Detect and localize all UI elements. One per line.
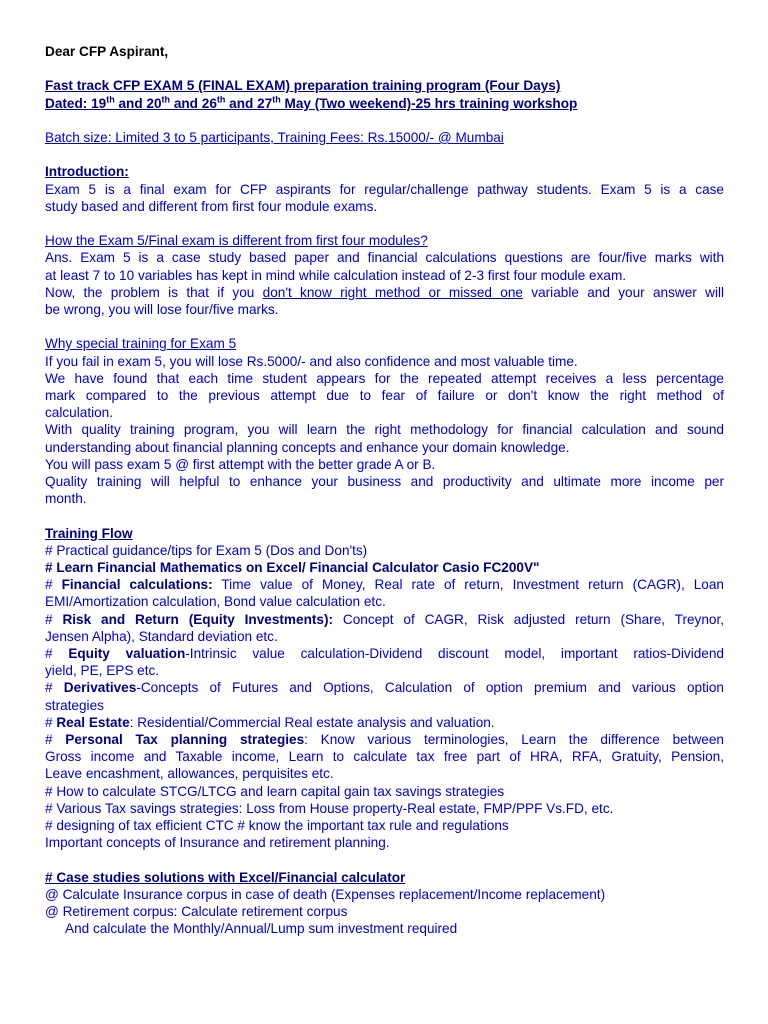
introduction-line: Exam 5 is a final exam for CFP aspirants for regular/challenge pathway students. Exam 5 is a case [45,181,724,197]
why-line: If you fail in exam 5, you will lose Rs.5000/- and also confidence and most valuable time. [45,353,578,369]
flow-item: # Financial calculations: Time value of Money, Real rate of return, Investment return (CAGR), Loan [45,577,724,593]
why-line: You will pass exam 5 @ first attempt with the better grade A or B. [45,456,436,472]
case-studies-heading: # Case studies solutions with Excel/Financial calculator [45,869,406,885]
training-flow-heading: Training Flow [45,525,133,541]
flow-item: # Real Estate: Residential/Commercial Real estate analysis and valuation. [45,714,495,730]
flow-item-continued: Jensen Alpha), Standard deviation etc. [45,628,278,644]
headline-title: Fast track CFP EXAM 5 (FINAL EXAM) preparation training program (Four Days) [45,78,561,94]
why-line: understanding about financial planning concepts and enhance your domain knowledge. [45,439,570,455]
why-line: month. [45,491,87,507]
why-line: We have found that each time student appears for the repeated attempt receives a less percentage [45,370,724,386]
why-line: calculation. [45,405,114,421]
flow-item: # Personal Tax planning strategies: Know various terminologies, Learn the difference between [45,732,724,748]
flow-item: # Practical guidance/tips for Exam 5 (Dos and Don'ts) [45,542,368,558]
difference-line: Ans. Exam 5 is a case study based paper and financial calculations questions are four/five marks with [45,250,724,266]
case-study-indented: And calculate the Monthly/Annual/Lump sum investment required [65,921,458,937]
why-line: With quality training program, you will learn the right methodology for financial calculation and sound [45,422,724,438]
why-heading: Why special training for Exam 5 [45,336,237,352]
difference-heading: How the Exam 5/Final exam is different from first four modules? [45,233,428,249]
flow-item: # Equity valuation-Intrinsic value calculation-Dividend discount model, important ratios-Dividend [45,646,724,662]
flow-item: # Learn Financial Mathematics on Excel/ Financial Calculator Casio FC200V" [45,560,540,575]
headline-dates: Dated: 19th and 20th and 26th and 27th May (Two weekend)-25 hrs training workshop [45,94,578,111]
introduction-line: study based and different from first four module exams. [45,198,378,214]
why-line: mark compared to the previous attempt due to fear of failure or don't know the right method of [45,387,724,403]
flow-item: # How to calculate STCG/LTCG and learn capital gain tax savings strategies [45,783,505,799]
flow-item: Important concepts of Insurance and retirement planning. [45,835,390,851]
flow-item: # Risk and Return (Equity Investments): Concept of CAGR, Risk adjusted return (Share, Treynor, [45,611,725,627]
flow-item: # designing of tax efficient CTC # know the important tax rule and regulations [45,818,509,834]
flow-item-continued: EMI/Amortization calculation, Bond value calculation etc. [45,594,386,610]
problem-emphasis: don't know right method or missed one [262,284,523,300]
flow-item-continued: Leave encashment, allowances, perquisites etc. [45,766,334,782]
batch-info: Batch size: Limited 3 to 5 participants, Training Fees: Rs.15000/- @ Mumbai [45,129,504,145]
greeting: Dear CFP Aspirant, [45,44,169,59]
flow-item: # Derivatives-Concepts of Futures and Options, Calculation of option premium and various option [45,680,724,696]
flow-item: # Various Tax savings strategies: Loss from House property-Real estate, FMP/PPF Vs.FD, etc. [45,800,614,816]
difference-line: at least 7 to 10 variables has kept in mind while calculation instead of 2-3 first four module exam. [45,267,627,283]
why-line: Quality training will helpful to enhance your business and productivity and ultimate more income per [45,474,724,489]
introduction-heading: Introduction: [45,164,129,180]
flow-item-continued: yield, PE, EPS etc. [45,663,160,679]
case-study-item: @ Retirement corpus: Calculate retirement corpus [45,904,348,920]
flow-item-continued: Gross income and Taxable income, Learn to calculate tax free part of HRA, RFA, Gratuity, Pension, [45,749,724,765]
difference-problem-end: be wrong, you will lose four/five marks. [45,301,279,317]
difference-problem: Now, the problem is that if you don't know right method or missed one variable and your answer will [45,284,725,300]
flow-item-continued: strategies [45,697,104,713]
case-study-item: @ Calculate Insurance corpus in case of death (Expenses replacement/Income replacement) [45,886,606,902]
